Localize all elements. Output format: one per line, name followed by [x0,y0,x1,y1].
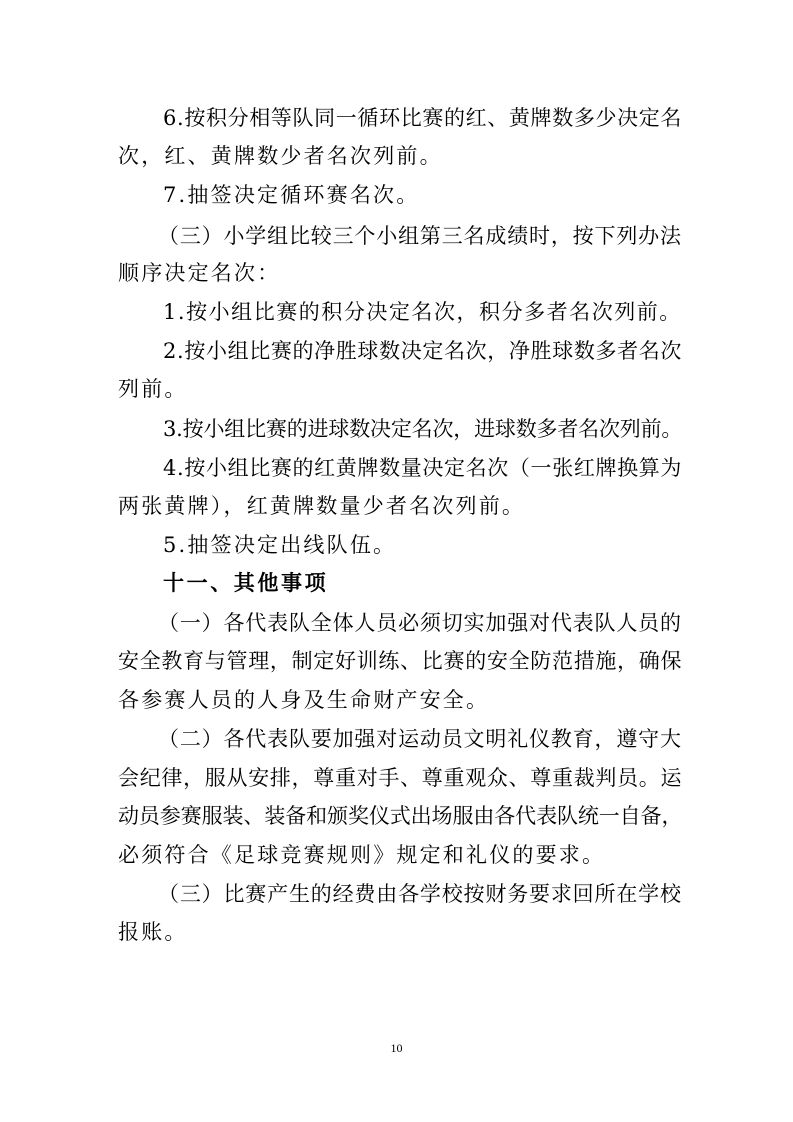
text-line-section-3: （三）小学组比较三个小组第三名成绩时，按下列办法 [158,224,682,248]
text-line-rule-7: 7.抽签决定循环赛名次。 [163,183,420,207]
text-line-clause-1-cont-b: 各参赛人员的人身及生命财产安全。 [118,688,490,712]
text-line-clause-2-cont-b: 动员参赛服装、装备和颁奖仪式出场服由各代表队统一自备， [118,804,683,828]
text-line-clause-1-cont-a: 安全教育与管理，制定好训练、比赛的安全防范措施，确保 [118,649,683,673]
text-line-clause-1: （一）各代表队全体人员必须切实加强对代表队人员的 [158,611,682,635]
text-line-clause-2-cont-a: 会纪律，服从安排，尊重对手、尊重观众、尊重裁判员。运 [118,766,683,790]
text-line-item-4: 4.按小组比赛的红黄牌数量决定名次（一张红牌换算为 [163,456,683,480]
section-heading-11: 十一、其他事项 [163,571,329,595]
text-line-item-2-cont: 列前。 [118,377,188,401]
text-line-clause-2: （二）各代表队要加强对运动员文明礼仪教育，遵守大 [158,727,682,751]
text-line-item-1: 1.按小组比赛的积分决定名次，积分多者名次列前。 [163,300,682,324]
text-line-section-3-cont: 顺序决定名次： [118,261,281,285]
text-line-item-2: 2.按小组比赛的净胜球数决定名次，净胜球数多者名次 [163,339,683,363]
text-line-rule-6: 6.按积分相等队同一循环比赛的红、黄牌数多少决定名 [163,106,683,130]
text-line-clause-3: （三）比赛产生的经费由各学校按财务要求回所在学校 [158,882,682,906]
text-line-clause-3-cont: 报账。 [118,920,188,944]
page-number: 10 [390,1041,403,1055]
text-line-item-4-cont: 两张黄牌），红黄牌数量少者名次列前。 [118,494,526,518]
text-line-item-3: 3.按小组比赛的进球数决定名次，进球数多者名次列前。 [163,417,683,441]
text-line-clause-2-cont-c: 必须符合《足球竞赛规则》规定和礼仪的要求。 [118,843,606,867]
text-line-rule-6-cont: 次，红、黄牌数少者名次列前。 [118,144,443,168]
text-line-item-5: 5.抽签决定出线队伍。 [163,533,397,557]
